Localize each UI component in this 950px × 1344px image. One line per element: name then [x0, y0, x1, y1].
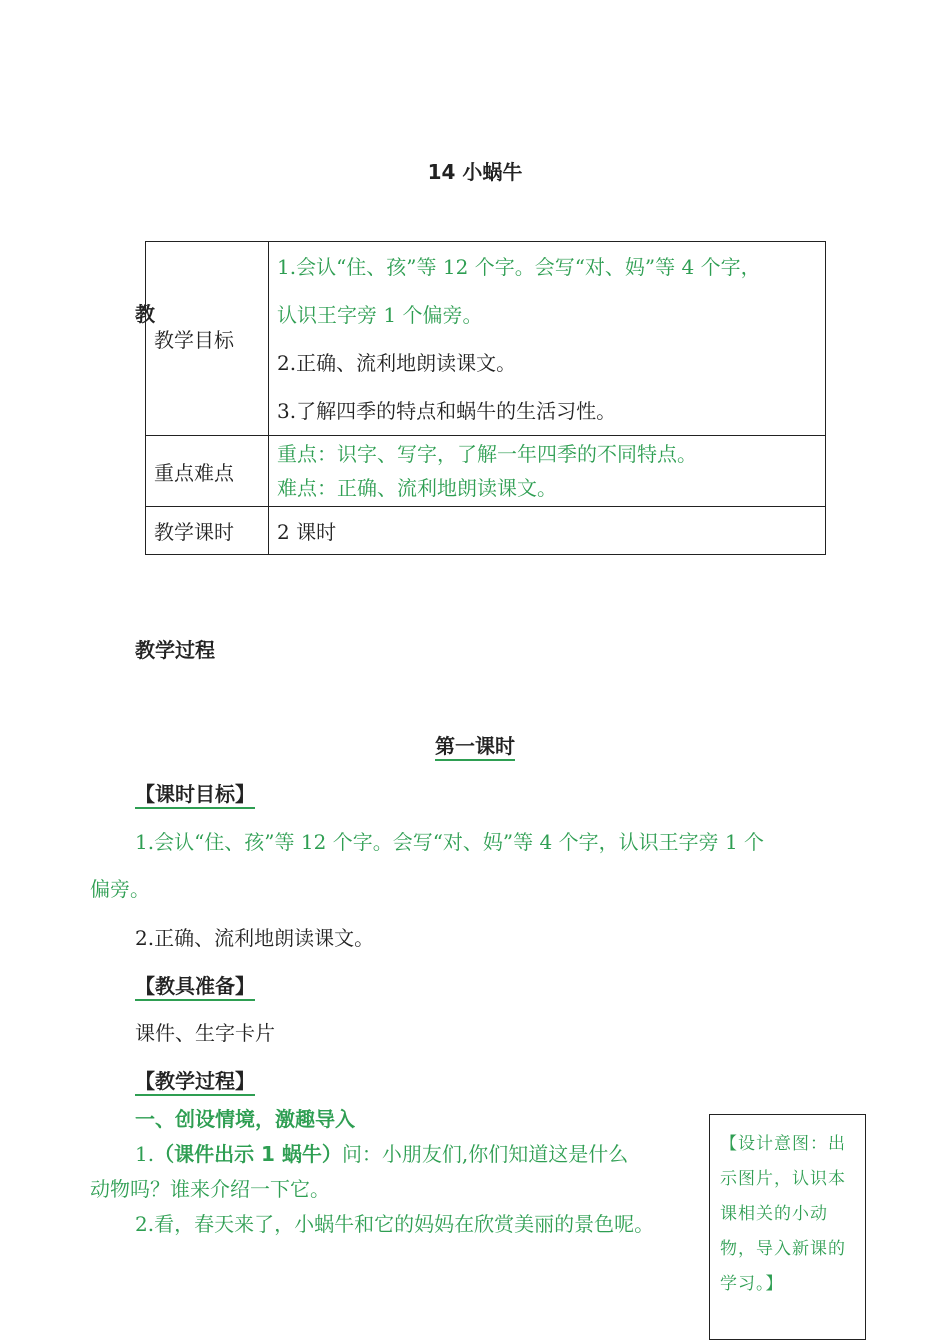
goals-heading-text: 【课时目标】	[135, 782, 255, 809]
tools-heading	[135, 970, 255, 999]
difficulty-line: 难点：正确、流利地朗读课文。	[277, 476, 557, 500]
lesson-title	[0, 730, 950, 759]
objective-line-3: 2.正确、流利地朗读课文。	[277, 350, 517, 375]
step-1-courseware: （课件出示 1 蜗牛）	[154, 1142, 342, 1166]
key-point-line: 重点：识字、写字，了解一年四季的不同特点。	[277, 442, 697, 466]
lesson-title-text: 第一课时	[435, 734, 515, 761]
note-line-5: 学习。】	[720, 1274, 784, 1294]
table-row-objectives	[146, 242, 826, 436]
goals-heading	[135, 778, 255, 807]
table-row-periods	[146, 507, 826, 555]
table-row-key-points	[146, 436, 826, 507]
key-points-cell	[269, 436, 826, 507]
goal-1-line-1: 1.会认“住、孩”等 12 个字。会写“对、妈”等 4 个字，认识王字旁 1 个	[135, 830, 765, 854]
objective-line-4: 3.了解四季的特点和蜗牛的生活习性。	[277, 398, 617, 423]
note-line-3: 课相关的小动	[720, 1204, 828, 1224]
note-line-2: 示图片，认识本	[720, 1169, 846, 1189]
step-2: 2.看，春天来了，小蜗牛和它的妈妈在欣赏美丽的景色呢。	[135, 1212, 655, 1236]
stray-character: 教	[135, 302, 155, 326]
row-label-periods: 教学课时	[146, 507, 269, 555]
step-1-question: 问：小朋友们,你们知道这是什么	[341, 1142, 629, 1166]
tools-list: 课件、生字卡片	[135, 1021, 275, 1045]
teaching-process-heading-text: 【教学过程】	[135, 1069, 255, 1096]
note-line-4: 物，导入新课的	[720, 1239, 846, 1259]
step-1-line-2: 动物吗？谁来介绍一下它。	[90, 1177, 330, 1201]
objective-line-1: 1.会认“住、孩”等 12 个字。会写“对、妈”等 4 个字，	[277, 254, 761, 279]
step-heading: 一、创设情境，激趣导入	[135, 1107, 355, 1131]
note-line-1: 【设计意图：出	[720, 1134, 846, 1154]
process-heading: 教学过程	[135, 638, 215, 662]
step-1-line-1	[135, 1138, 628, 1167]
row-label-key-points: 重点难点	[146, 436, 269, 507]
objectives-cell	[269, 242, 826, 436]
teaching-process-heading	[135, 1065, 255, 1094]
objective-line-2: 认识王字旁 1 个偏旁。	[277, 302, 483, 327]
step-1-number: 1.	[135, 1142, 155, 1166]
goal-2: 2.正确、流利地朗读课文。	[135, 926, 375, 950]
document-title: 14 小蜗牛	[427, 160, 523, 184]
row-label-objectives: 教学目标	[146, 242, 269, 436]
lesson-plan-table	[145, 241, 826, 555]
design-intent-note	[709, 1114, 866, 1340]
goal-1-line-2: 偏旁。	[90, 877, 150, 901]
periods-cell: 2 课时	[269, 507, 826, 555]
tools-heading-text: 【教具准备】	[135, 974, 255, 1001]
